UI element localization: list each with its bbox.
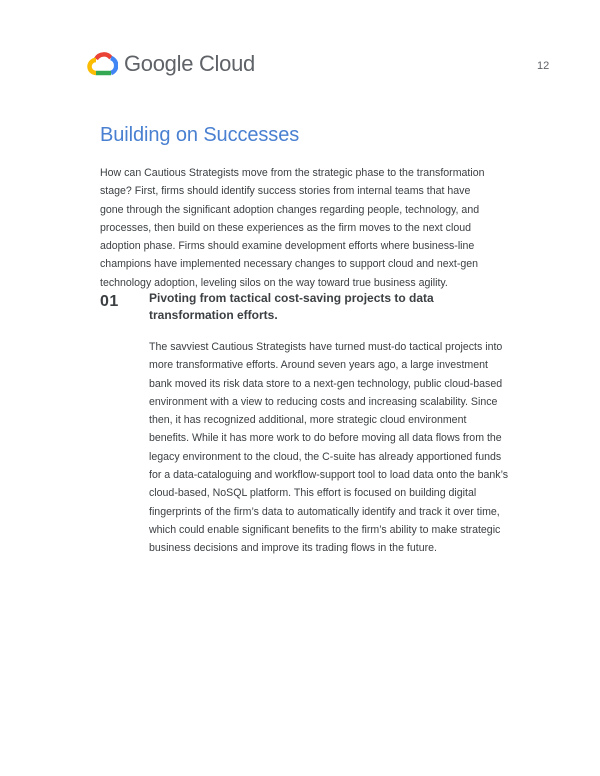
google-cloud-logo-icon <box>86 50 118 78</box>
page-number: 12 <box>537 60 550 72</box>
google-cloud-logo <box>86 50 255 78</box>
item-number: 01 <box>100 293 119 310</box>
item-heading: Pivoting from tactical cost-saving projects to data transformation efforts. <box>149 291 434 322</box>
section-title: Building on Successes <box>100 124 300 146</box>
item-body: The savviest Cautious Strategists have turned must-do tactical projects into more transformative efforts. Around seven years ago, a large investment bank moved its risk data store to a next-gen technology, public cloud-based environment with a view to reducing costs and increasing scalability. Since then, it has recognized additional, more strategic cloud environment benefits. While it has more work to do before moving all data flows from the legacy environment to the cloud, the C-suite has already apportioned funds for a data-cataloguing and workflow-support tool to load data onto the bank’s cloud-based, NoSQL platform. This effort is focused on building digital fingerprints of the firm’s data to automatically identify and track it over time, which could enable significant benefits to the firm’s ability to make strategic business decisions and improve its trading flows in the future. <box>149 341 509 555</box>
logo-text: Google Cloud <box>124 51 255 76</box>
intro-paragraph: How can Cautious Strategists move from the strategic phase to the transformation stage? First, firms should identify success stories from internal teams that have gone through the significant adoption changes regarding people, technology, and processes, then build on these experiences as the firm moves to the next cloud adoption phase. Firms should examine development efforts where business-line champions have implemented necessary changes to support cloud and next-gen technology adoption, leveling silos on the way toward true business agility. <box>100 167 485 289</box>
